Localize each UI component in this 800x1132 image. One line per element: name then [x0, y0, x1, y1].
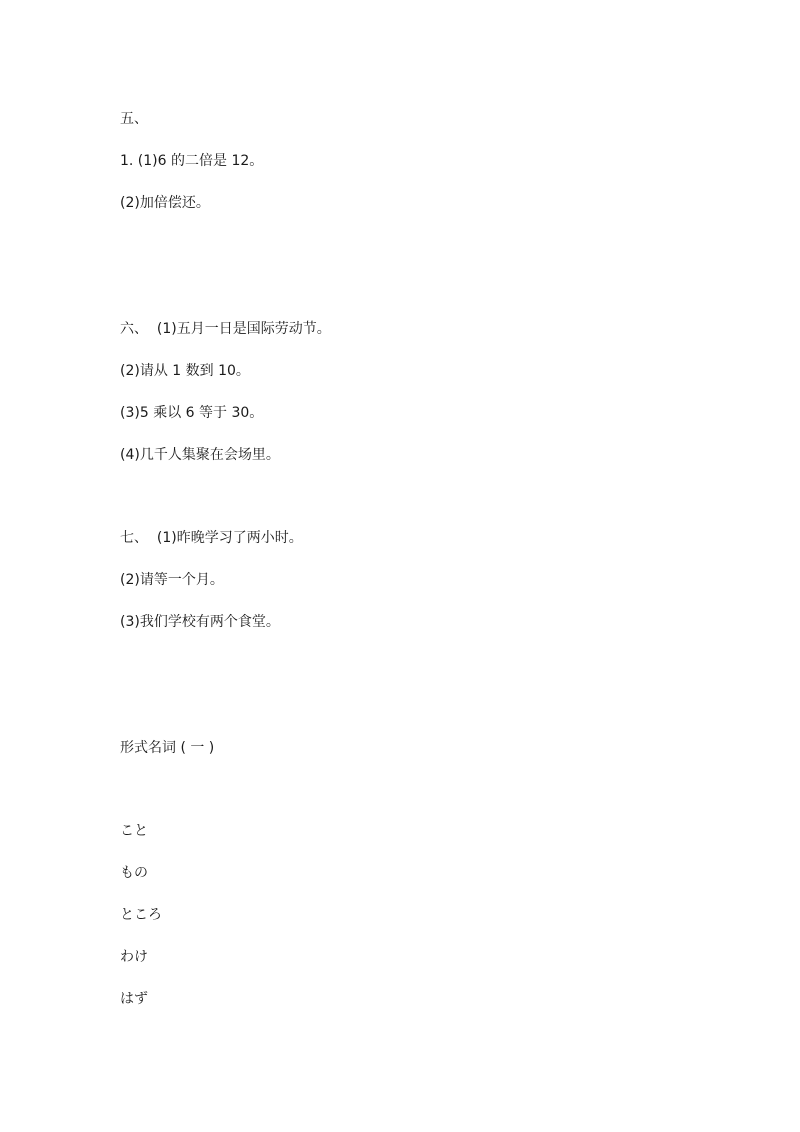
section-6-item-1: 六、 (1)五月一日是国际劳动节。	[120, 321, 331, 337]
formal-noun-item: はず	[120, 991, 148, 1007]
section-6-item-2: (2)请从 1 数到 10。	[120, 363, 250, 379]
section-7-item-2: (2)请等一个月。	[120, 572, 224, 588]
section-6-item-4: (4)几千人集聚在会场里。	[120, 447, 280, 463]
section-7-item-3: (3)我们学校有两个食堂。	[120, 614, 280, 630]
section-5-item-1: 1. (1)6 的二倍是 12。	[120, 153, 264, 169]
section-5-item-2: (2)加倍偿还。	[120, 195, 210, 211]
formal-nouns-title: 形式名词 ( 一 )	[120, 740, 215, 756]
formal-noun-item: もの	[120, 865, 148, 881]
section-5-heading: 五、	[120, 111, 148, 127]
formal-noun-item: わけ	[120, 949, 148, 965]
formal-noun-item: ところ	[120, 907, 162, 923]
section-6-item-3: (3)5 乘以 6 等于 30。	[120, 405, 264, 421]
formal-noun-item: こと	[120, 823, 148, 839]
section-7-item-1: 七、 (1)昨晚学习了两小时。	[120, 530, 303, 546]
